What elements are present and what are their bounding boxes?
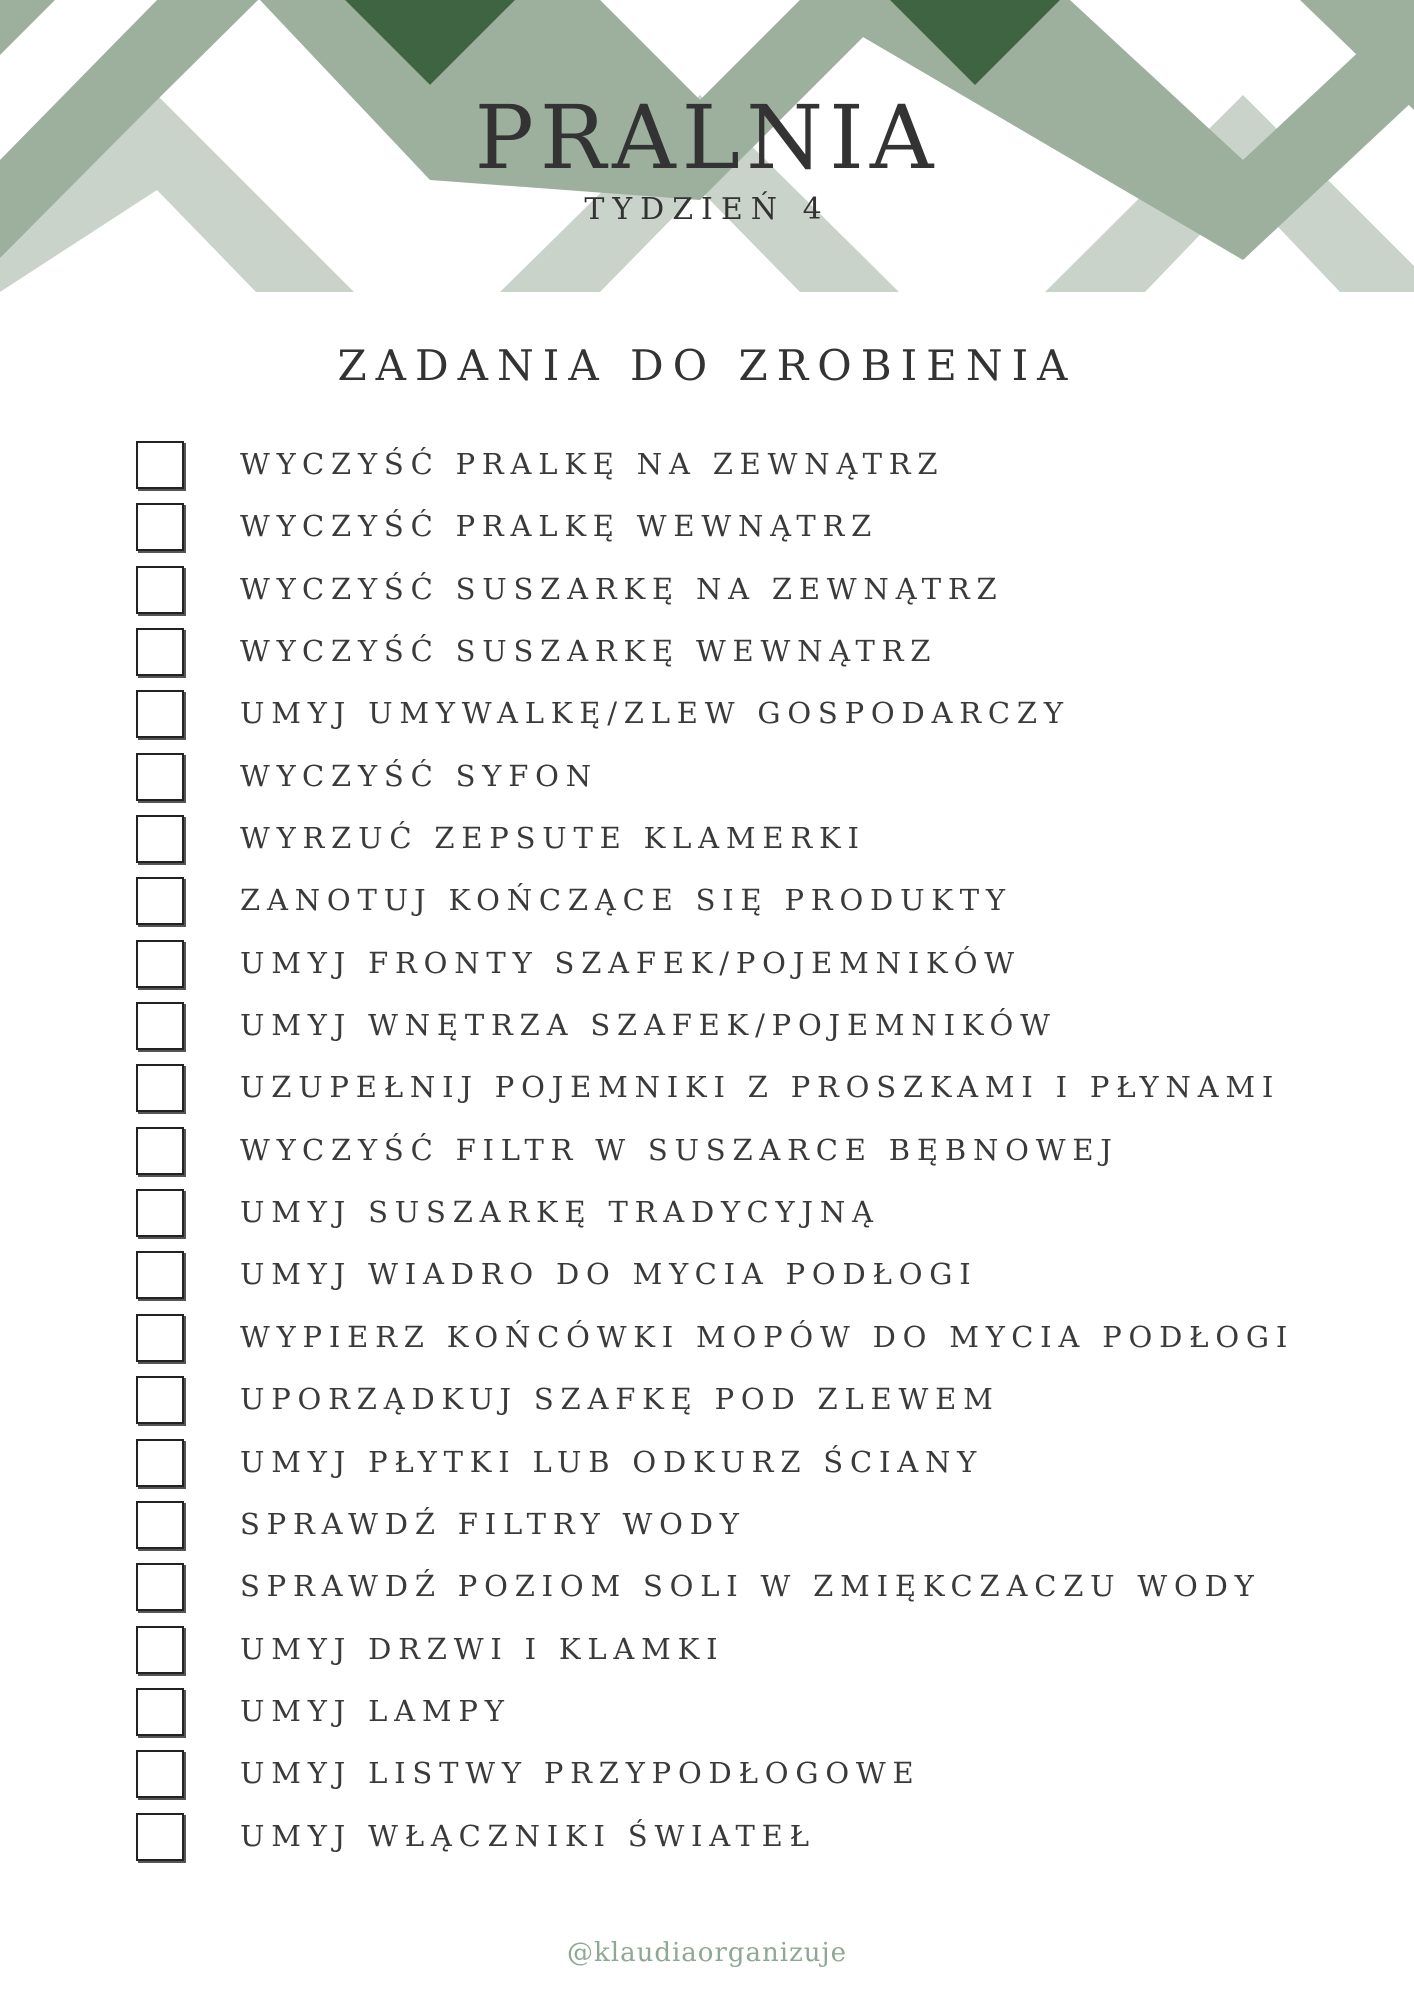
task-label: WYCZYŚĆ PRALKĘ NA ZEWNĄTRZ: [240, 447, 945, 481]
task-item: [0, 1375, 1414, 1437]
task-label: UMYJ WNĘTRZA SZAFEK/POJEMNIKÓW: [240, 1008, 1057, 1043]
task-item: [0, 627, 1414, 689]
task-checkbox[interactable]: [136, 1251, 184, 1299]
task-label: UMYJ FRONTY SZAFEK/POJEMNIKÓW: [240, 945, 1021, 980]
task-label: UMYJ SUSZARKĘ TRADYCYJNĄ: [240, 1195, 880, 1230]
task-checkbox[interactable]: [136, 1688, 184, 1736]
task-item: [0, 1812, 1414, 1874]
task-label: SPRAWDŹ FILTRY WODY: [240, 1506, 746, 1541]
task-item: [0, 1500, 1414, 1562]
task-checkbox[interactable]: [136, 1626, 184, 1674]
task-item: [0, 689, 1414, 751]
task-item: [0, 1313, 1414, 1375]
task-label: WYCZYŚĆ FILTR W SUSZARCE BĘBNOWEJ: [240, 1132, 1119, 1167]
task-label: UPORZĄDKUJ SZAFKĘ POD ZLEWEM: [240, 1382, 1000, 1417]
task-label: UMYJ WŁĄCZNIKI ŚWIATEŁ: [240, 1818, 816, 1853]
footer-handle: @klaudiaorganizuje: [567, 1938, 847, 1968]
task-item: [0, 1749, 1414, 1811]
task-item: [0, 1250, 1414, 1312]
task-checkbox[interactable]: [136, 1127, 184, 1175]
task-label: UMYJ LISTWY PRZYPODŁOGOWE: [240, 1756, 921, 1791]
task-item: [0, 440, 1414, 502]
task-label: WYRZUĆ ZEPSUTE KLAMERKI: [240, 821, 866, 856]
task-checkbox[interactable]: [136, 1189, 184, 1237]
task-label: WYCZYŚĆ SUSZARKĘ WEWNĄTRZ: [240, 634, 938, 669]
task-label: WYCZYŚĆ SYFON: [240, 758, 598, 793]
task-label: UMYJ UMYWALKĘ/ZLEW GOSPODARCZY: [240, 696, 1070, 731]
task-item: [0, 939, 1414, 1001]
task-item: [0, 1188, 1414, 1250]
page-title: PRALNIA: [474, 86, 940, 189]
task-label: UMYJ LAMPY: [240, 1693, 511, 1728]
task-checkbox[interactable]: [136, 628, 184, 676]
task-checkbox[interactable]: [136, 1501, 184, 1549]
task-item: [0, 876, 1414, 938]
task-checkbox[interactable]: [136, 690, 184, 738]
task-item: [0, 1438, 1414, 1500]
task-item: [0, 1126, 1414, 1188]
page-subtitle: TYDZIEŃ 4: [584, 192, 830, 227]
task-label: WYCZYŚĆ PRALKĘ WEWNĄTRZ: [240, 509, 879, 544]
task-label: WYCZYŚĆ SUSZARKĘ NA ZEWNĄTRZ: [240, 571, 1004, 606]
task-checkbox[interactable]: [136, 815, 184, 863]
task-label: UMYJ DRZWI I KLAMKI: [240, 1631, 725, 1666]
task-checkbox[interactable]: [136, 503, 184, 551]
task-item: [0, 502, 1414, 564]
task-checkbox[interactable]: [136, 1064, 184, 1112]
task-list: [0, 440, 1414, 1874]
task-checkbox[interactable]: [136, 1376, 184, 1424]
task-item: [0, 565, 1414, 627]
task-checkbox[interactable]: [136, 1002, 184, 1050]
chevron-mid-1: [0, 0, 55, 55]
task-item: [0, 1687, 1414, 1749]
task-checkbox[interactable]: [136, 753, 184, 801]
task-checkbox[interactable]: [136, 566, 184, 614]
task-checkbox[interactable]: [136, 877, 184, 925]
task-checkbox[interactable]: [136, 940, 184, 988]
task-item: [0, 1001, 1414, 1063]
task-label: WYPIERZ KOŃCÓWKI MOPÓW DO MYCIA PODŁOGI: [240, 1319, 1295, 1354]
section-heading: ZADANIA DO ZROBIENIA: [337, 341, 1077, 390]
task-item: [0, 1562, 1414, 1624]
task-checkbox[interactable]: [136, 1563, 184, 1611]
task-item: [0, 752, 1414, 814]
task-label: ZANOTUJ KOŃCZĄCE SIĘ PRODUKTY: [240, 883, 1012, 918]
task-item: [0, 814, 1414, 876]
task-checkbox[interactable]: [136, 1314, 184, 1362]
task-item: [0, 1063, 1414, 1125]
task-item: [0, 1625, 1414, 1687]
task-label: SPRAWDŹ POZIOM SOLI W ZMIĘKCZACZU WODY: [240, 1569, 1261, 1604]
task-checkbox[interactable]: [136, 441, 184, 489]
task-label: UMYJ WIADRO DO MYCIA PODŁOGI: [240, 1257, 978, 1292]
task-label: UZUPEŁNIJ POJEMNIKI Z PROSZKAMI I PŁYNAMI: [240, 1070, 1281, 1105]
task-checkbox[interactable]: [136, 1813, 184, 1861]
task-checkbox[interactable]: [136, 1750, 184, 1798]
task-checkbox[interactable]: [136, 1439, 184, 1487]
task-label: UMYJ PŁYTKI LUB ODKURZ ŚCIANY: [240, 1444, 984, 1479]
